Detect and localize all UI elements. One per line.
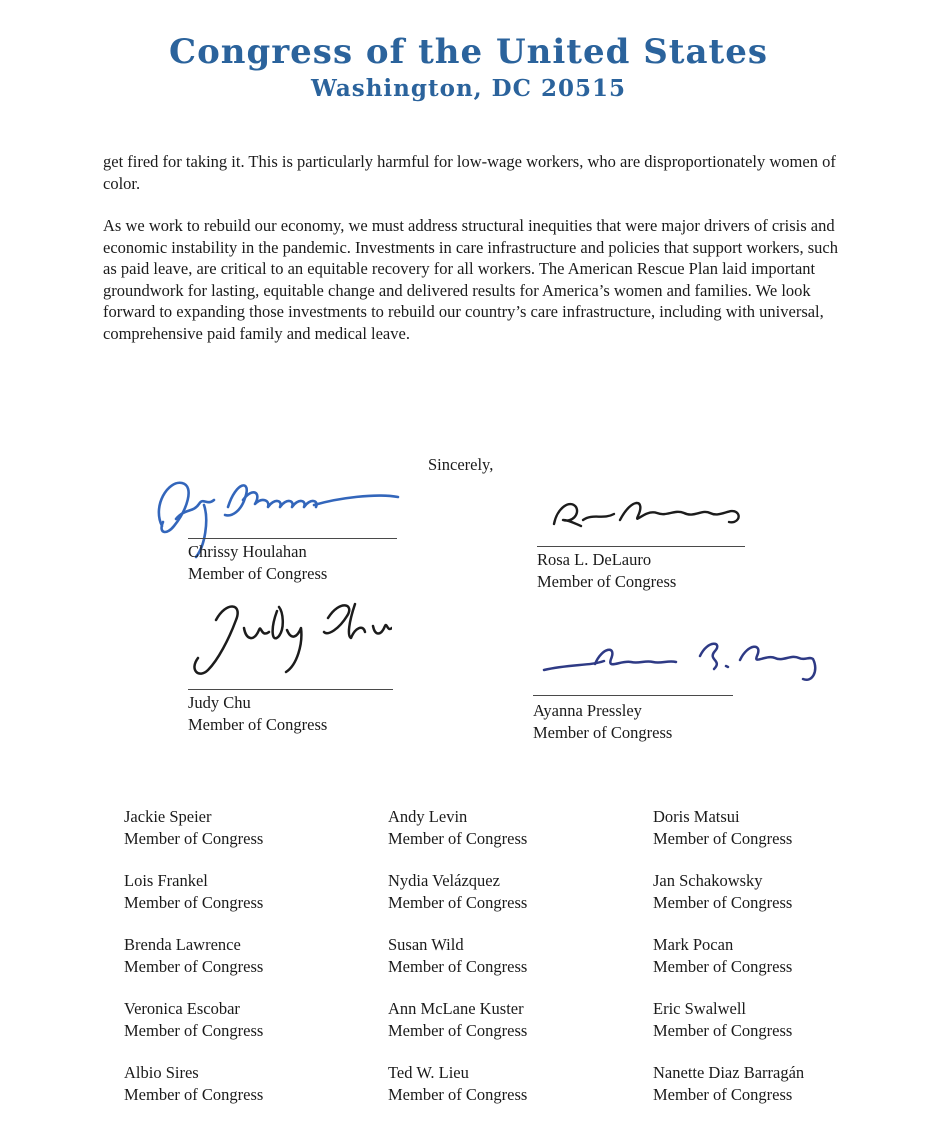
- cosigner-name: Eric Swalwell: [653, 999, 747, 1018]
- signature-ink: [544, 644, 815, 680]
- cosigner-name: Mark Pocan: [653, 935, 734, 954]
- cosigner: [653, 870, 854, 914]
- signature-line: [188, 538, 397, 539]
- signatory-name: Ayanna Pressley: [533, 701, 642, 720]
- signatory-block: [533, 700, 672, 744]
- signature-ink: [554, 503, 739, 526]
- signature-ayanna-pressley: [540, 632, 825, 686]
- signatory-name: Judy Chu: [188, 693, 251, 712]
- cosigner: [388, 998, 653, 1042]
- signature-ink: [194, 604, 392, 674]
- signatory-block: [537, 549, 676, 593]
- cosigner-name: Ann McLane Kuster: [388, 999, 524, 1018]
- cosigner: [388, 806, 653, 850]
- signatory-title: Member of Congress: [188, 564, 328, 583]
- signatory-title: Member of Congress: [188, 715, 328, 734]
- cosigner-title: Member of Congress: [124, 893, 264, 912]
- body-paragraph-1: get fired for taking it. This is particularly harmful for low-wage workers, who are disproportionately women of color.: [103, 152, 836, 193]
- cosigner: [388, 870, 653, 914]
- cosigner: [653, 1062, 854, 1106]
- cosigner-title: Member of Congress: [388, 957, 528, 976]
- cosigner-title: Member of Congress: [388, 893, 528, 912]
- cosigner-name: Nydia Velázquez: [388, 871, 500, 890]
- cosigner-name: Lois Frankel: [124, 871, 208, 890]
- cosigner-name: Albio Sires: [124, 1063, 199, 1082]
- cosigner-name: Jackie Speier: [124, 807, 212, 826]
- cosigner: [388, 934, 653, 978]
- cosigner-name: Jan Schakowsky: [653, 871, 763, 890]
- signatory-name: Rosa L. DeLauro: [537, 550, 652, 569]
- cosigner-title: Member of Congress: [388, 829, 528, 848]
- letterhead-title: Congress of the United States: [169, 32, 768, 72]
- cosigner-title: Member of Congress: [124, 957, 264, 976]
- cosigner-title: Member of Congress: [124, 1085, 264, 1104]
- cosigner: [653, 806, 854, 850]
- cosigner-name: Andy Levin: [388, 807, 468, 826]
- cosigner: [124, 934, 388, 978]
- cosigner-name: Susan Wild: [388, 935, 464, 954]
- signatory-title: Member of Congress: [537, 572, 677, 591]
- signatory-title: Member of Congress: [533, 723, 673, 742]
- cosigner: [124, 870, 388, 914]
- cosigner-grid: [124, 806, 854, 1106]
- body-paragraph-2: As we work to rebuild our economy, we must address structural inequities that were major drivers of crisis and economic instability in the pandemic. Investments in care infrastructure and policies that support workers, such as paid leave, are critical to an equitable recovery for all workers. The American Rescue Plan laid important groundwork for lasting, equitable change and delivered results for America’s women and families. We look forward to expanding those investments to rebuild our country’s care infrastructure, including with universal, comprehensive paid family and medical leave.: [103, 216, 838, 343]
- cosigner-name: Brenda Lawrence: [124, 935, 241, 954]
- cosigner-name: Doris Matsui: [653, 807, 740, 826]
- closing-salutation: Sincerely,: [428, 455, 494, 474]
- cosigner: [124, 806, 388, 850]
- cosigner: [124, 998, 388, 1042]
- letterhead: [0, 34, 937, 104]
- signatory-block: [188, 692, 327, 736]
- signatory-name: Chrissy Houlahan: [188, 542, 307, 561]
- signature-line: [537, 546, 745, 547]
- letterhead-address: Washington, DC 20515: [311, 75, 626, 102]
- signature-judy-chu: [182, 598, 392, 682]
- cosigner-title: Member of Congress: [653, 893, 793, 912]
- cosigner-title: Member of Congress: [653, 957, 793, 976]
- cosigner-name: Ted W. Lieu: [388, 1063, 469, 1082]
- signatory-block: [188, 541, 327, 585]
- cosigner-name: Veronica Escobar: [124, 999, 240, 1018]
- signature-rosa-delauro: [548, 496, 748, 534]
- cosigner: [653, 998, 854, 1042]
- cosigner-title: Member of Congress: [653, 1021, 793, 1040]
- cosigner-title: Member of Congress: [124, 829, 264, 848]
- cosigner: [124, 1062, 388, 1106]
- cosigner: [653, 934, 854, 978]
- cosigner-title: Member of Congress: [388, 1021, 528, 1040]
- signature-line: [188, 689, 393, 690]
- cosigner-title: Member of Congress: [124, 1021, 264, 1040]
- cosigner-name: Nanette Diaz Barragán: [653, 1063, 805, 1082]
- cosigner: [388, 1062, 653, 1106]
- cosigner-title: Member of Congress: [388, 1085, 528, 1104]
- cosigner-title: Member of Congress: [653, 1085, 793, 1104]
- cosigner-title: Member of Congress: [653, 829, 793, 848]
- signature-line: [533, 695, 733, 696]
